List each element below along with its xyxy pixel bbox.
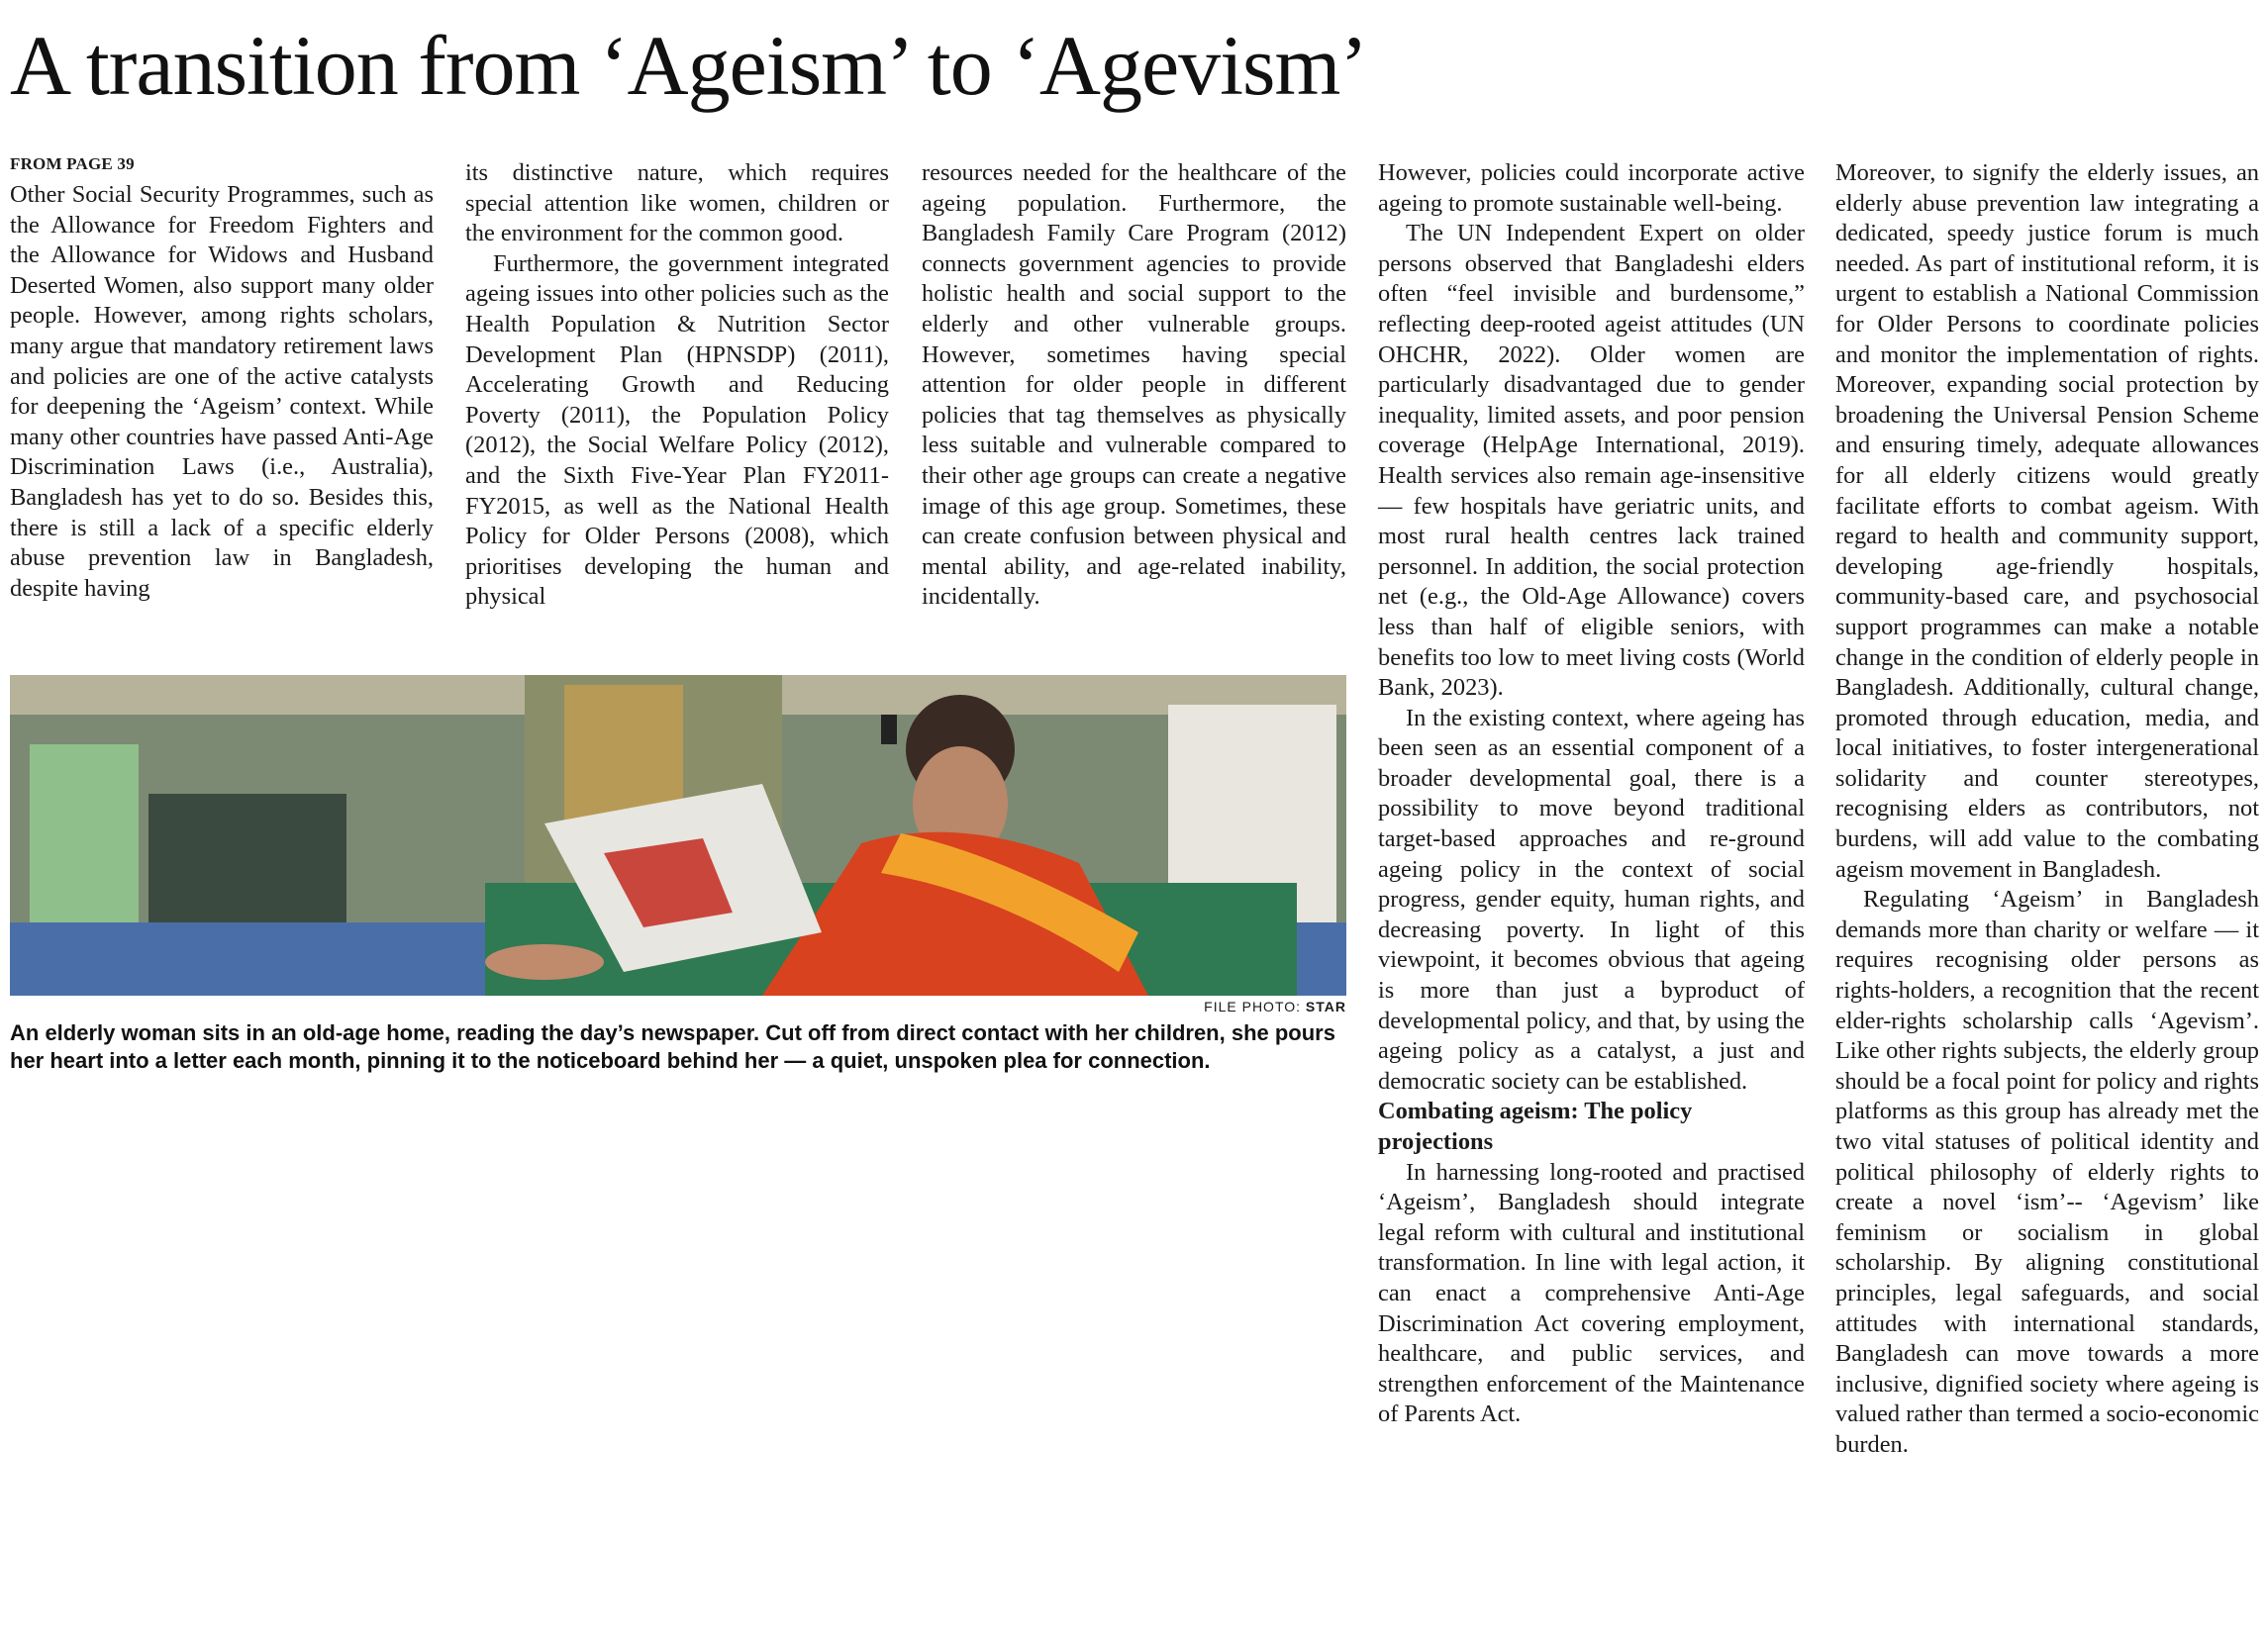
article-column-3 (922, 158, 1346, 648)
section-subheading: Combating ageism: The policy projections (1378, 1098, 1693, 1155)
photo-credit-source: STAR (1305, 999, 1346, 1014)
paragraph: The UN Independent Expert on older persons observed that Bangladeshi elders often “feel invisible and burdensome,” reflecting deep-rooted ageist attitudes (UN OHCHR, 2022). Older women are particularly disadvantaged due to gender inequality, limited assets, and poor pension coverage (HelpAge International, 2019). Health services also remain age-insensitive — few hospitals have geriatric units, and most rural health centres lack trained personnel. In addition, the social protection net (e.g., the Old-Age Allowance) covers less than half of eligible seniors, with benefits too low to meet living costs (World Bank, 2023). (1378, 220, 1805, 702)
article-column-5 (1835, 158, 2259, 1461)
paragraph: In the existing context, where ageing has been seen as an essential component of a broader developmental goal, there is a possibility to move beyond traditional target-based approaches and re-ground ageing policy in the context of social progress, gender equity, human rights, and decreasing poverty. In light of this viewpoint, it becomes obvious that ageing is more than just a byproduct of developmental policy, and that, by using the ageing policy as a catalyst, a just and democratic society can be established. (1378, 704, 1805, 1095)
news-photo (10, 675, 1346, 996)
article-column-2 (465, 158, 889, 648)
paragraph: Furthermore, the government integrated ageing issues into other policies such as the Health Population & Nutrition Sector Development Plan (HPNSDP) (2011), Accelerating Growth and Reducing Poverty (2011), the Population Policy (2012), the Social Welfare Policy (2012), and the Sixth Five-Year Plan FY2011-FY2015, as well as the National Health Policy for Older Persons (2008), which prioritises developing the human and physical (465, 249, 889, 611)
article-column-4 (1378, 158, 1805, 1430)
paragraph: Moreover, to signify the elderly issues, an elderly abuse prevention law integrating a dedicated, speedy justice forum is much needed. As part of institutional reform, it is urgent to establish a National Commission for Older Persons to coordinate policies and monitor the implementation of rights. Moreover, expanding social protection by broadening the Universal Pension Scheme and ensuring timely, adequate allowances for all elderly citizens would greatly facilitate efforts to combat ageism. With regard to health and community support, developing age-friendly hospitals, community-based care, and psychosocial support programmes can make a notable change in the condition of elderly people in Bangladesh. Additionally, cultural change, promoted through education, media, and local initiatives, to foster intergenerational solidarity and counter stereotypes, recognising elders as contributors, not burdens, will add value to the combating ageism movement in Bangladesh. (1835, 159, 2259, 883)
photo-credit-label: FILE PHOTO: (1204, 999, 1302, 1014)
paragraph: Other Social Security Programmes, such as the Allowance for Freedom Fighters and the Allowance for Widows and Husband Deserted Women, also support many older people. However, among rights scholars, many argue that mandatory retirement laws and policies are one of the active catalysts for deepening the ‘Ageism’ context. While many other countries have passed Anti-Age Discrimination Laws (i.e., Australia), Bangladesh has yet to do so. Besides this, there is still a lack of a specific elderly abuse prevention law in Bangladesh, despite having (10, 181, 434, 602)
paragraph: its distinctive nature, which requires special attention like women, children or the environment for the common good. (465, 159, 889, 247)
page-continuation-kicker: FROM PAGE 39 (10, 158, 135, 173)
paragraph: However, policies could incorporate active ageing to promote sustainable well-being. (1378, 159, 1805, 217)
headline: A transition from ‘Ageism’ to ‘Agevism’ (10, 18, 1368, 113)
paragraph: resources needed for the healthcare of the ageing population. Furthermore, the Bangladesh Family Care Program (2012) connects government agencies to provide holistic health and social support to the elderly and other vulnerable groups. However, sometimes having special attention for older people in different policies that tag themselves as physically less suitable and vulnerable compared to their other age groups can create a negative image of this age group. Sometimes, these can create confusion between physical and mental ability, and age-related inability, incidentally. (922, 159, 1346, 611)
paragraph: In harnessing long-rooted and practised ‘Ageism’, Bangladesh should integrate legal reform with cultural and institutional transformation. In line with legal action, it can enact a comprehensive Anti-Age Discrimination Act covering employment, healthcare, and public services, and strengthen enforcement of the Maintenance of Parents Act. (1378, 1158, 1805, 1428)
photo-caption: An elderly woman sits in an old-age home, reading the day’s newspaper. Cut off from direct contact with her children, she pours her heart into a letter each month, pinning it to the noticeboard behind her — a quiet, unspoken plea for connection. (10, 1020, 1335, 1073)
article-column-1 (10, 158, 434, 648)
photo-credit (10, 999, 1346, 1014)
paragraph: Regulating ‘Ageism’ in Bangladesh demands more than charity or welfare — it requires recognising older persons as rights-holders, a recognition that the recent elder-rights scholarship calls ‘Agevism’. Like other rights subjects, the elderly group should be a focal point for policy and rights platforms as this group has already met the two vital statuses of political identity and political philosophy of elderly rights to create a novel ‘ism’-- ‘Agevism’ like feminism or socialism in global scholarship. By aligning constitutional principles, legal safeguards, and social attitudes with international standards, Bangladesh can move towards a more inclusive, dignified society where ageing is valued rather than termed a socio-economic burden. (1835, 886, 2259, 1458)
